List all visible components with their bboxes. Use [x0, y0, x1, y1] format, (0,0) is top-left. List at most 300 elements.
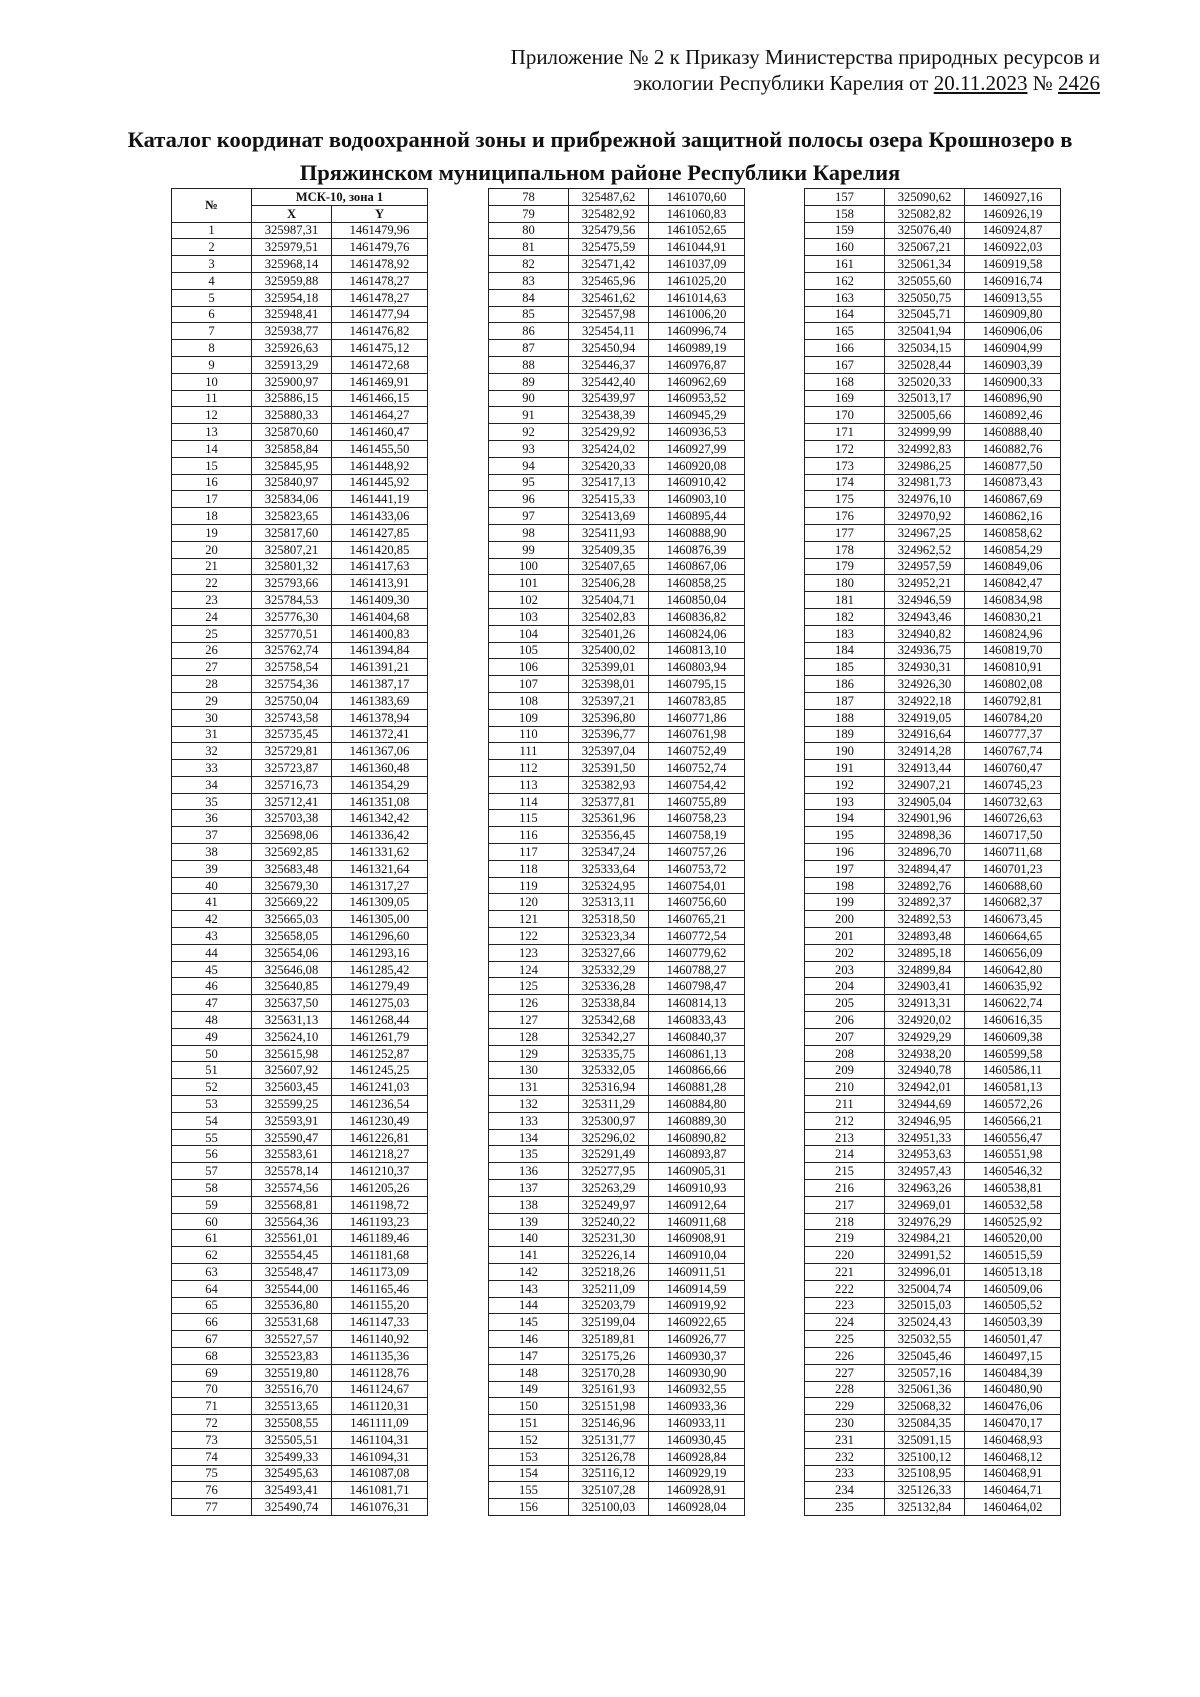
x-coordinate: 325490,74	[252, 1499, 332, 1516]
table-row	[805, 961, 1061, 978]
table-row	[489, 726, 745, 743]
x-coordinate: 325396,77	[569, 726, 649, 743]
y-coordinate: 1460757,26	[649, 844, 745, 861]
y-coordinate: 1460754,01	[649, 877, 745, 894]
table-row	[805, 760, 1061, 777]
table-row	[489, 894, 745, 911]
table-row	[489, 1079, 745, 1096]
x-coordinate: 325161,93	[569, 1381, 649, 1398]
x-coordinate: 325067,21	[885, 239, 965, 256]
point-number: 125	[489, 978, 569, 995]
point-number: 29	[172, 692, 252, 709]
table-row	[489, 1028, 745, 1045]
y-coordinate: 1460754,42	[649, 776, 745, 793]
x-coordinate: 325527,57	[252, 1331, 332, 1348]
y-coordinate: 1460753,72	[649, 860, 745, 877]
table-row	[489, 306, 745, 323]
x-coordinate: 325057,16	[885, 1364, 965, 1381]
point-number: 112	[489, 760, 569, 777]
y-coordinate: 1461279,49	[332, 978, 428, 995]
table-row	[489, 256, 745, 273]
point-number: 100	[489, 558, 569, 575]
point-number: 108	[489, 692, 569, 709]
table-row	[805, 440, 1061, 457]
y-coordinate: 1461060,83	[649, 205, 745, 222]
table-row	[489, 743, 745, 760]
x-coordinate: 325698,06	[252, 827, 332, 844]
y-coordinate: 1460892,46	[965, 407, 1061, 424]
y-coordinate: 1461478,27	[332, 289, 428, 306]
table-row	[172, 340, 428, 357]
table-row	[172, 1180, 428, 1197]
x-coordinate: 324907,21	[885, 776, 965, 793]
table-row	[805, 709, 1061, 726]
y-coordinate: 1461351,08	[332, 793, 428, 810]
table-row	[805, 1381, 1061, 1398]
x-coordinate: 325870,60	[252, 424, 332, 441]
table-row	[489, 793, 745, 810]
y-coordinate: 1461293,16	[332, 944, 428, 961]
y-coordinate: 1460919,58	[965, 256, 1061, 273]
point-number: 177	[805, 524, 885, 541]
table-row	[805, 306, 1061, 323]
x-coordinate: 325342,68	[569, 1012, 649, 1029]
point-number: 184	[805, 642, 885, 659]
x-coordinate: 324894,47	[885, 860, 965, 877]
y-coordinate: 1461120,31	[332, 1398, 428, 1415]
point-number: 14	[172, 440, 252, 457]
point-number: 205	[805, 995, 885, 1012]
point-number: 64	[172, 1280, 252, 1297]
x-coordinate: 325987,31	[252, 222, 332, 239]
point-number: 42	[172, 911, 252, 928]
y-coordinate: 1461268,44	[332, 1012, 428, 1029]
x-coordinate: 324992,83	[885, 440, 965, 457]
point-number: 150	[489, 1398, 569, 1415]
y-coordinate: 1460962,69	[649, 373, 745, 390]
table-row	[805, 1129, 1061, 1146]
point-number: 113	[489, 776, 569, 793]
point-number: 164	[805, 306, 885, 323]
y-coordinate: 1460814,13	[649, 995, 745, 1012]
table-row	[172, 424, 428, 441]
point-number: 192	[805, 776, 885, 793]
x-coordinate: 325954,18	[252, 289, 332, 306]
y-coordinate: 1461193,23	[332, 1213, 428, 1230]
table-row	[172, 1146, 428, 1163]
y-coordinate: 1461477,94	[332, 306, 428, 323]
table-row	[805, 390, 1061, 407]
y-coordinate: 1460830,21	[965, 608, 1061, 625]
x-coordinate: 325493,41	[252, 1482, 332, 1499]
x-coordinate: 324899,84	[885, 961, 965, 978]
y-coordinate: 1460673,45	[965, 911, 1061, 928]
table-row	[489, 239, 745, 256]
y-coordinate: 1460924,87	[965, 222, 1061, 239]
table-row	[172, 1129, 428, 1146]
x-coordinate: 325536,80	[252, 1297, 332, 1314]
table-row	[805, 692, 1061, 709]
y-coordinate: 1460910,42	[649, 474, 745, 491]
point-number: 235	[805, 1499, 885, 1516]
coordinate-system-header: МСК-10, зона 1	[252, 189, 428, 206]
table-row	[805, 424, 1061, 441]
point-number: 120	[489, 894, 569, 911]
x-coordinate: 325624,10	[252, 1028, 332, 1045]
x-coordinate: 324895,18	[885, 944, 965, 961]
point-number: 167	[805, 356, 885, 373]
x-coordinate: 325084,35	[885, 1415, 965, 1432]
y-coordinate: 1461409,30	[332, 592, 428, 609]
table-row	[489, 1280, 745, 1297]
appendix-line-1: Приложение № 2 к Приказу Министерства природных ресурсов и	[510, 45, 1100, 69]
table-row	[489, 340, 745, 357]
table-row	[172, 844, 428, 861]
table-row	[489, 474, 745, 491]
table-row	[805, 776, 1061, 793]
table-row	[805, 1146, 1061, 1163]
x-coordinate: 325175,26	[569, 1347, 649, 1364]
point-number: 101	[489, 575, 569, 592]
table-row	[172, 1079, 428, 1096]
table-row	[805, 256, 1061, 273]
table-row	[172, 608, 428, 625]
point-number: 174	[805, 474, 885, 491]
appendix-line-2-text: экологии Республики Карелия от	[633, 71, 934, 95]
y-coordinate: 1461472,68	[332, 356, 428, 373]
x-coordinate: 324919,05	[885, 709, 965, 726]
point-number: 220	[805, 1247, 885, 1264]
point-number: 11	[172, 390, 252, 407]
point-number: 217	[805, 1196, 885, 1213]
point-number: 44	[172, 944, 252, 961]
x-coordinate: 325599,25	[252, 1096, 332, 1113]
point-number: 219	[805, 1230, 885, 1247]
point-number: 193	[805, 793, 885, 810]
point-number: 52	[172, 1079, 252, 1096]
x-coordinate: 325347,24	[569, 844, 649, 861]
point-number: 230	[805, 1415, 885, 1432]
point-number: 129	[489, 1045, 569, 1062]
x-coordinate: 324946,95	[885, 1112, 965, 1129]
y-coordinate: 1460497,15	[965, 1347, 1061, 1364]
y-coordinate: 1460866,66	[649, 1062, 745, 1079]
y-coordinate: 1460464,02	[965, 1499, 1061, 1516]
table-row	[172, 390, 428, 407]
y-coordinate: 1460682,37	[965, 894, 1061, 911]
y-coordinate: 1461210,37	[332, 1163, 428, 1180]
point-number: 121	[489, 911, 569, 928]
table-row	[489, 877, 745, 894]
title-line-2: Пряжинском муниципальном районе Республики Карелия	[299, 160, 901, 185]
x-coordinate: 324892,53	[885, 911, 965, 928]
point-number: 54	[172, 1112, 252, 1129]
x-coordinate: 325807,21	[252, 541, 332, 558]
x-coordinate: 325607,92	[252, 1062, 332, 1079]
table-row	[805, 1079, 1061, 1096]
point-number: 119	[489, 877, 569, 894]
table-row	[172, 1028, 428, 1045]
y-coordinate: 1461135,36	[332, 1347, 428, 1364]
table-row	[172, 1230, 428, 1247]
table-row	[489, 760, 745, 777]
x-coordinate: 325013,17	[885, 390, 965, 407]
x-coordinate: 325090,62	[885, 189, 965, 206]
y-coordinate: 1460609,38	[965, 1028, 1061, 1045]
table-row	[805, 592, 1061, 609]
y-coordinate: 1460803,94	[649, 659, 745, 676]
x-coordinate: 325716,73	[252, 776, 332, 793]
y-coordinate: 1460989,19	[649, 340, 745, 357]
y-coordinate: 1460756,60	[649, 894, 745, 911]
x-coordinate: 325513,65	[252, 1398, 332, 1415]
table-row	[489, 1398, 745, 1415]
point-number: 209	[805, 1062, 885, 1079]
x-coordinate: 325126,78	[569, 1448, 649, 1465]
point-number: 79	[489, 205, 569, 222]
x-coordinate: 325913,29	[252, 356, 332, 373]
x-coordinate: 324967,25	[885, 524, 965, 541]
point-number: 199	[805, 894, 885, 911]
point-number: 1	[172, 222, 252, 239]
x-coordinate: 325417,13	[569, 474, 649, 491]
point-number: 231	[805, 1431, 885, 1448]
y-coordinate: 1460688,60	[965, 877, 1061, 894]
y-coordinate: 1460904,99	[965, 340, 1061, 357]
y-coordinate: 1460752,49	[649, 743, 745, 760]
y-coordinate: 1460912,64	[649, 1196, 745, 1213]
x-coordinate: 325240,22	[569, 1213, 649, 1230]
table-row	[172, 625, 428, 642]
x-coordinate: 325505,51	[252, 1431, 332, 1448]
y-coordinate: 1460556,47	[965, 1129, 1061, 1146]
x-coordinate: 325263,29	[569, 1180, 649, 1197]
x-coordinate: 325531,68	[252, 1314, 332, 1331]
y-coordinate: 1460717,50	[965, 827, 1061, 844]
y-coordinate: 1461165,46	[332, 1280, 428, 1297]
point-number: 78	[489, 189, 569, 206]
point-number: 102	[489, 592, 569, 609]
table-row	[489, 390, 745, 407]
y-coordinate: 1460480,90	[965, 1381, 1061, 1398]
y-coordinate: 1461394,84	[332, 642, 428, 659]
y-coordinate: 1460664,65	[965, 928, 1061, 945]
point-number: 84	[489, 289, 569, 306]
y-coordinate: 1460581,13	[965, 1079, 1061, 1096]
table-row	[172, 1364, 428, 1381]
y-coordinate: 1461111,09	[332, 1415, 428, 1432]
table-row	[172, 558, 428, 575]
y-coordinate: 1461464,27	[332, 407, 428, 424]
x-coordinate: 324986,25	[885, 457, 965, 474]
y-coordinate: 1460468,93	[965, 1431, 1061, 1448]
y-coordinate: 1460470,17	[965, 1415, 1061, 1432]
y-coordinate: 1460771,86	[649, 709, 745, 726]
table-row	[489, 676, 745, 693]
point-number: 20	[172, 541, 252, 558]
y-coordinate: 1460551,98	[965, 1146, 1061, 1163]
table-row	[805, 1415, 1061, 1432]
point-number: 18	[172, 508, 252, 525]
y-coordinate: 1461476,82	[332, 323, 428, 340]
x-coordinate: 325116,12	[569, 1465, 649, 1482]
point-number: 85	[489, 306, 569, 323]
y-coordinate: 1460755,89	[649, 793, 745, 810]
point-number: 163	[805, 289, 885, 306]
x-coordinate: 325446,37	[569, 356, 649, 373]
x-coordinate: 325107,28	[569, 1482, 649, 1499]
y-coordinate: 1461124,67	[332, 1381, 428, 1398]
table-row	[489, 457, 745, 474]
point-number: 45	[172, 961, 252, 978]
y-coordinate: 1460824,06	[649, 625, 745, 642]
y-coordinate: 1461173,09	[332, 1264, 428, 1281]
x-coordinate: 324920,02	[885, 1012, 965, 1029]
point-number: 210	[805, 1079, 885, 1096]
table-row	[805, 1448, 1061, 1465]
y-coordinate: 1461044,91	[649, 239, 745, 256]
point-number: 72	[172, 1415, 252, 1432]
table-row	[172, 1112, 428, 1129]
point-number: 69	[172, 1364, 252, 1381]
table-row	[489, 407, 745, 424]
point-number: 117	[489, 844, 569, 861]
y-coordinate: 1461076,31	[332, 1499, 428, 1516]
x-coordinate: 324981,73	[885, 474, 965, 491]
point-number: 131	[489, 1079, 569, 1096]
x-coordinate: 325692,85	[252, 844, 332, 861]
table-row	[805, 642, 1061, 659]
point-number: 97	[489, 508, 569, 525]
table-row	[489, 1012, 745, 1029]
point-number: 114	[489, 793, 569, 810]
table-row	[805, 625, 1061, 642]
table-row	[489, 222, 745, 239]
table-row	[805, 911, 1061, 928]
y-coordinate: 1460642,80	[965, 961, 1061, 978]
table-row	[805, 1230, 1061, 1247]
x-coordinate: 325658,05	[252, 928, 332, 945]
point-number: 118	[489, 860, 569, 877]
x-coordinate: 325311,29	[569, 1096, 649, 1113]
x-coordinate: 325770,51	[252, 625, 332, 642]
x-coordinate: 325406,28	[569, 575, 649, 592]
point-number: 234	[805, 1482, 885, 1499]
y-coordinate: 1461391,21	[332, 659, 428, 676]
point-number: 8	[172, 340, 252, 357]
table-row	[172, 1264, 428, 1281]
x-coordinate: 325100,03	[569, 1499, 649, 1516]
table-row	[172, 289, 428, 306]
y-coordinate: 1461317,27	[332, 877, 428, 894]
y-coordinate: 1461354,29	[332, 776, 428, 793]
point-number: 128	[489, 1028, 569, 1045]
y-coordinate: 1460876,39	[649, 541, 745, 558]
table-row	[489, 625, 745, 642]
point-number: 160	[805, 239, 885, 256]
point-number: 27	[172, 659, 252, 676]
x-coordinate: 325793,66	[252, 575, 332, 592]
table-row	[805, 726, 1061, 743]
table-row	[172, 1448, 428, 1465]
y-coordinate: 1460926,19	[965, 205, 1061, 222]
point-number: 48	[172, 1012, 252, 1029]
y-coordinate: 1460783,85	[649, 692, 745, 709]
x-coordinate: 325578,14	[252, 1163, 332, 1180]
point-number: 198	[805, 877, 885, 894]
table-row	[805, 1247, 1061, 1264]
x-coordinate: 325034,15	[885, 340, 965, 357]
x-coordinate: 325561,01	[252, 1230, 332, 1247]
point-number: 202	[805, 944, 885, 961]
y-coordinate: 1460867,69	[965, 491, 1061, 508]
x-coordinate: 325801,32	[252, 558, 332, 575]
appendix-header	[511, 44, 1100, 96]
x-coordinate: 325429,92	[569, 424, 649, 441]
point-number: 126	[489, 995, 569, 1012]
y-coordinate: 1460834,98	[965, 592, 1061, 609]
y-coordinate: 1460732,63	[965, 793, 1061, 810]
table-row	[172, 911, 428, 928]
point-number: 207	[805, 1028, 885, 1045]
x-coordinate: 324905,04	[885, 793, 965, 810]
y-coordinate: 1460861,13	[649, 1045, 745, 1062]
point-number: 82	[489, 256, 569, 273]
y-coordinate: 1460893,87	[649, 1146, 745, 1163]
table-row	[489, 1431, 745, 1448]
table-row	[805, 373, 1061, 390]
y-coordinate: 1460895,44	[649, 508, 745, 525]
point-number: 15	[172, 457, 252, 474]
x-coordinate: 325005,66	[885, 407, 965, 424]
x-coordinate: 325126,33	[885, 1482, 965, 1499]
x-coordinate: 325487,62	[569, 189, 649, 206]
point-number: 7	[172, 323, 252, 340]
x-coordinate: 325948,41	[252, 306, 332, 323]
table-row	[489, 1264, 745, 1281]
y-coordinate: 1461128,76	[332, 1364, 428, 1381]
x-coordinate: 325523,83	[252, 1347, 332, 1364]
y-coordinate: 1461378,94	[332, 709, 428, 726]
y-coordinate: 1461460,47	[332, 424, 428, 441]
y-coordinate: 1460616,35	[965, 1012, 1061, 1029]
x-coordinate: 325404,71	[569, 592, 649, 609]
x-coordinate: 325249,97	[569, 1196, 649, 1213]
y-coordinate: 1460930,37	[649, 1347, 745, 1364]
table-row	[805, 877, 1061, 894]
x-coordinate: 325050,75	[885, 289, 965, 306]
table-row	[805, 1213, 1061, 1230]
y-coordinate: 1460503,39	[965, 1314, 1061, 1331]
point-number: 187	[805, 692, 885, 709]
x-coordinate: 325333,64	[569, 860, 649, 877]
y-coordinate: 1460513,18	[965, 1264, 1061, 1281]
x-coordinate: 325454,11	[569, 323, 649, 340]
y-coordinate: 1460509,06	[965, 1280, 1061, 1297]
point-number: 75	[172, 1465, 252, 1482]
point-number: 139	[489, 1213, 569, 1230]
table-row	[805, 1096, 1061, 1113]
x-coordinate: 325926,63	[252, 340, 332, 357]
point-number: 57	[172, 1163, 252, 1180]
point-number: 185	[805, 659, 885, 676]
y-coordinate: 1460760,47	[965, 760, 1061, 777]
table-row	[489, 1314, 745, 1331]
y-coordinate: 1461383,69	[332, 692, 428, 709]
y-coordinate: 1460836,82	[649, 608, 745, 625]
point-number: 215	[805, 1163, 885, 1180]
table-row	[172, 642, 428, 659]
